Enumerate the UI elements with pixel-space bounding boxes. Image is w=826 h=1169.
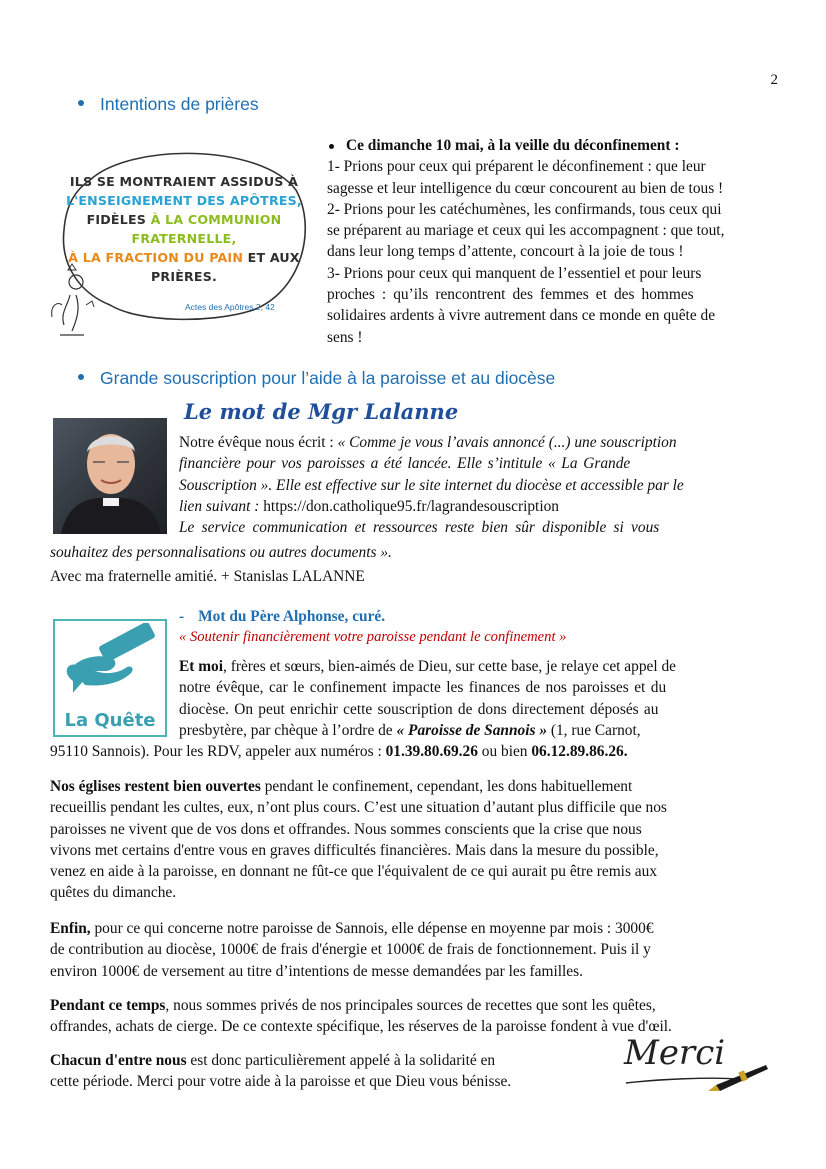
father-alphonse-subtitle: « Soutenir financièrement votre paroisse pendant le confinement » — [179, 629, 567, 645]
message-fragment: Notre évêque nous écrit : — [179, 434, 338, 451]
page-number: 2 — [770, 72, 778, 88]
bold-lead: Enfin, — [50, 920, 91, 937]
contact-line — [50, 741, 628, 762]
phone-number[interactable]: 06.12.89.86.26. — [531, 743, 628, 760]
quote-line: ILS SE MONTRAIENT ASSIDUS À — [69, 174, 299, 189]
paragraph-line: de contribution au diocèse, 1000€ de frais d'énergie et 1000€ de frais de fonctionnement. Puis il y — [50, 941, 651, 959]
message-line: financière pour vos paroisses a été lancée. Elle s’intitule « La Grande — [179, 455, 631, 473]
paragraph-line — [50, 776, 777, 797]
quote-fragment: FIDÈLES — [86, 212, 151, 227]
donation-hand-icon — [55, 623, 165, 711]
paragraph-fragment: , nous sommes privés de nos principales sources de recettes que sont les quêtes, — [165, 997, 656, 1014]
bishop-photo — [53, 418, 167, 534]
prayer-line: dans leur long temps d’attente, concourt à la joie de tous ! — [327, 243, 684, 261]
message-line: Souscription ». Elle est effective sur le site internet du diocèse et accessible par le — [179, 476, 684, 494]
paragraph-line — [50, 918, 777, 939]
quote-line — [64, 210, 304, 229]
paragraph-fragment: presbytère, par chèque à l’ordre de — [179, 721, 397, 739]
bullet-icon — [78, 100, 84, 106]
message-line: souhaitez des personnalisations ou autres documents ». — [50, 544, 392, 561]
prayer-line: sagesse et leur intelligence du cœur concourent au bien de tous ! — [327, 179, 724, 197]
prayer-line: se préparent au mariage et ceux qui les accompagnent : que tout, — [327, 222, 725, 240]
paragraph-line: offrandes, achats de cierge. De ce contexte spécifique, les réserves de la paroisse fondent à vue d'œil. — [50, 1018, 672, 1036]
prayer-line: sens ! — [327, 328, 363, 346]
message-fragment: lien suivant : — [179, 497, 264, 515]
paragraph-line: venez en aide à la paroisse, en donnant ne fût-ce que l'équivalent de ce qui aurait pu être remis aux — [50, 863, 658, 881]
bishop-portrait-icon — [53, 418, 167, 534]
title-dash: - — [179, 608, 185, 625]
paragraph-line: cette période. Merci pour votre aide à la paroisse et que Dieu vous bénisse. — [50, 1073, 512, 1091]
paragraph-line — [179, 656, 776, 677]
bold-lead: Nos églises restent bien ouvertes — [50, 778, 261, 795]
message-line: Le service communication et ressources reste bien sûr disponible si vous — [179, 519, 660, 537]
father-alphonse-title — [179, 606, 385, 627]
bishop-message — [179, 432, 776, 538]
quote-line: PRIÈRES. — [151, 269, 217, 284]
paragraph-line: recueillis pendant les cultes, eux, n’ont plus cours. C’est une situation d’autant plus difficile que nos — [50, 799, 667, 817]
fountain-pen-icon — [620, 1033, 770, 1101]
paragraph-fragment: ou bien — [477, 743, 532, 760]
subscription-link[interactable]: https://don.catholique95.fr/lagrandesouscription — [263, 497, 559, 515]
prayer-line: 3- Prions pour ceux qui manquent de l’essentiel et pour leurs — [327, 264, 702, 282]
quote-fragment: ET AUX — [243, 250, 300, 265]
prayer-line: proches : qu’ils rencontrent des femmes et des hommes — [327, 286, 694, 304]
paragraph-fragment: pendant le confinement, cependant, les dons habituellement — [260, 778, 633, 795]
alphonse-paragraph — [179, 656, 776, 741]
bishop-signature: Avec ma fraternelle amitié. + Stanislas LALANNE — [50, 568, 365, 585]
paragraph-line — [50, 995, 777, 1016]
churches-open-paragraph — [50, 776, 777, 904]
prayer-line: 2- Prions pour les catéchumènes, les confirmands, tous ceux qui — [327, 200, 722, 218]
bullet-icon — [329, 144, 334, 149]
prayer-line: 1- Prions pour ceux qui préparent le déconfinement : que leur — [327, 158, 706, 176]
heading-text: Intentions de prières — [100, 94, 259, 114]
paragraph-fragment: pour ce qui concerne notre paroisse de Sannois, elle dépense en moyenne par mois : 3000€ — [90, 920, 654, 937]
bullet-icon — [78, 374, 84, 380]
section-heading-subscription — [78, 368, 555, 389]
bold-lead: Et moi — [179, 658, 224, 675]
section-heading-prayers — [78, 94, 259, 115]
paragraph-line: paroisses ne vivent que de vos dons et offrandes. Nous sommes conscients que la crise que nous — [50, 820, 642, 838]
parish-name: « Paroisse de Sannois » — [396, 721, 548, 739]
message-line — [179, 432, 776, 453]
quote-line — [64, 248, 304, 267]
quote-line: FRATERNELLE, — [131, 231, 237, 246]
prayer-line: solidaires ardents à vivre autrement dans ce monde en quête de — [327, 307, 716, 325]
paragraph-line: notre évêque, car le confinement impacte les finances de nos paroisses et du — [179, 679, 667, 697]
paragraph-line: vivons met certains d'entre vous en graves difficultés financières. Mais dans la mesure du possible, — [50, 841, 659, 859]
scripture-bubble-image — [50, 145, 306, 340]
paragraph-line — [179, 720, 776, 741]
scripture-reference: Actes des Apôtres 2, 42 — [185, 302, 275, 312]
expenses-paragraph — [50, 918, 777, 982]
meanwhile-paragraph — [50, 995, 777, 1038]
prayer-intro-text: Ce dimanche 10 mai, à la veille du déconfinement : — [346, 137, 680, 154]
bubble-quote — [64, 172, 304, 286]
message-line — [179, 496, 776, 517]
paragraph-line: diocèse. On peut enrichir cette souscription de dons directement déposés au — [179, 700, 659, 718]
prayer-intentions — [327, 135, 777, 348]
quote-fragment: À LA FRACTION DU PAIN — [68, 250, 244, 265]
paragraph-fragment: 95110 Sannois). Pour les RDV, appeler aux numéros : — [50, 743, 386, 760]
merci-image — [620, 1033, 770, 1101]
heading-text: Grande souscription pour l’aide à la paroisse et au diocèse — [100, 368, 556, 388]
paragraph-fragment: , frères et sœurs, bien-aimés de Dieu, sur cette base, je relaye cet appel de — [223, 658, 676, 675]
paragraph-line: environ 1000€ de versement au titre d’intentions de messe demandées par les familles. — [50, 962, 583, 980]
bold-lead: Chacun d'entre nous — [50, 1052, 187, 1069]
phone-number[interactable]: 01.39.80.69.26 — [385, 743, 478, 760]
solidarity-paragraph — [50, 1050, 620, 1093]
title-text: Mot du Père Alphonse, curé. — [198, 608, 386, 625]
quote-line: L'ENSEIGNEMENT DES APÔTRES, — [66, 193, 302, 208]
paragraph-line — [50, 1050, 620, 1071]
merci-word: Merci — [624, 1033, 726, 1073]
message-fragment: « Comme je vous l’avais annoncé (...) une souscription — [337, 434, 677, 451]
bishop-word-title: Le mot de Mgr Lalanne — [184, 399, 459, 424]
quote-fragment: À LA COMMUNION — [150, 212, 282, 227]
paragraph-line: quêtes du dimanche. — [50, 884, 177, 902]
logo-label: La Quête — [64, 710, 156, 731]
la-quete-logo — [53, 619, 167, 737]
paragraph-fragment: est donc particulièrement appelé à la solidarité en — [186, 1052, 496, 1069]
prayer-intro — [327, 135, 777, 156]
bold-lead: Pendant ce temps — [50, 997, 166, 1014]
paragraph-fragment: (1, rue Carnot, — [547, 721, 641, 739]
